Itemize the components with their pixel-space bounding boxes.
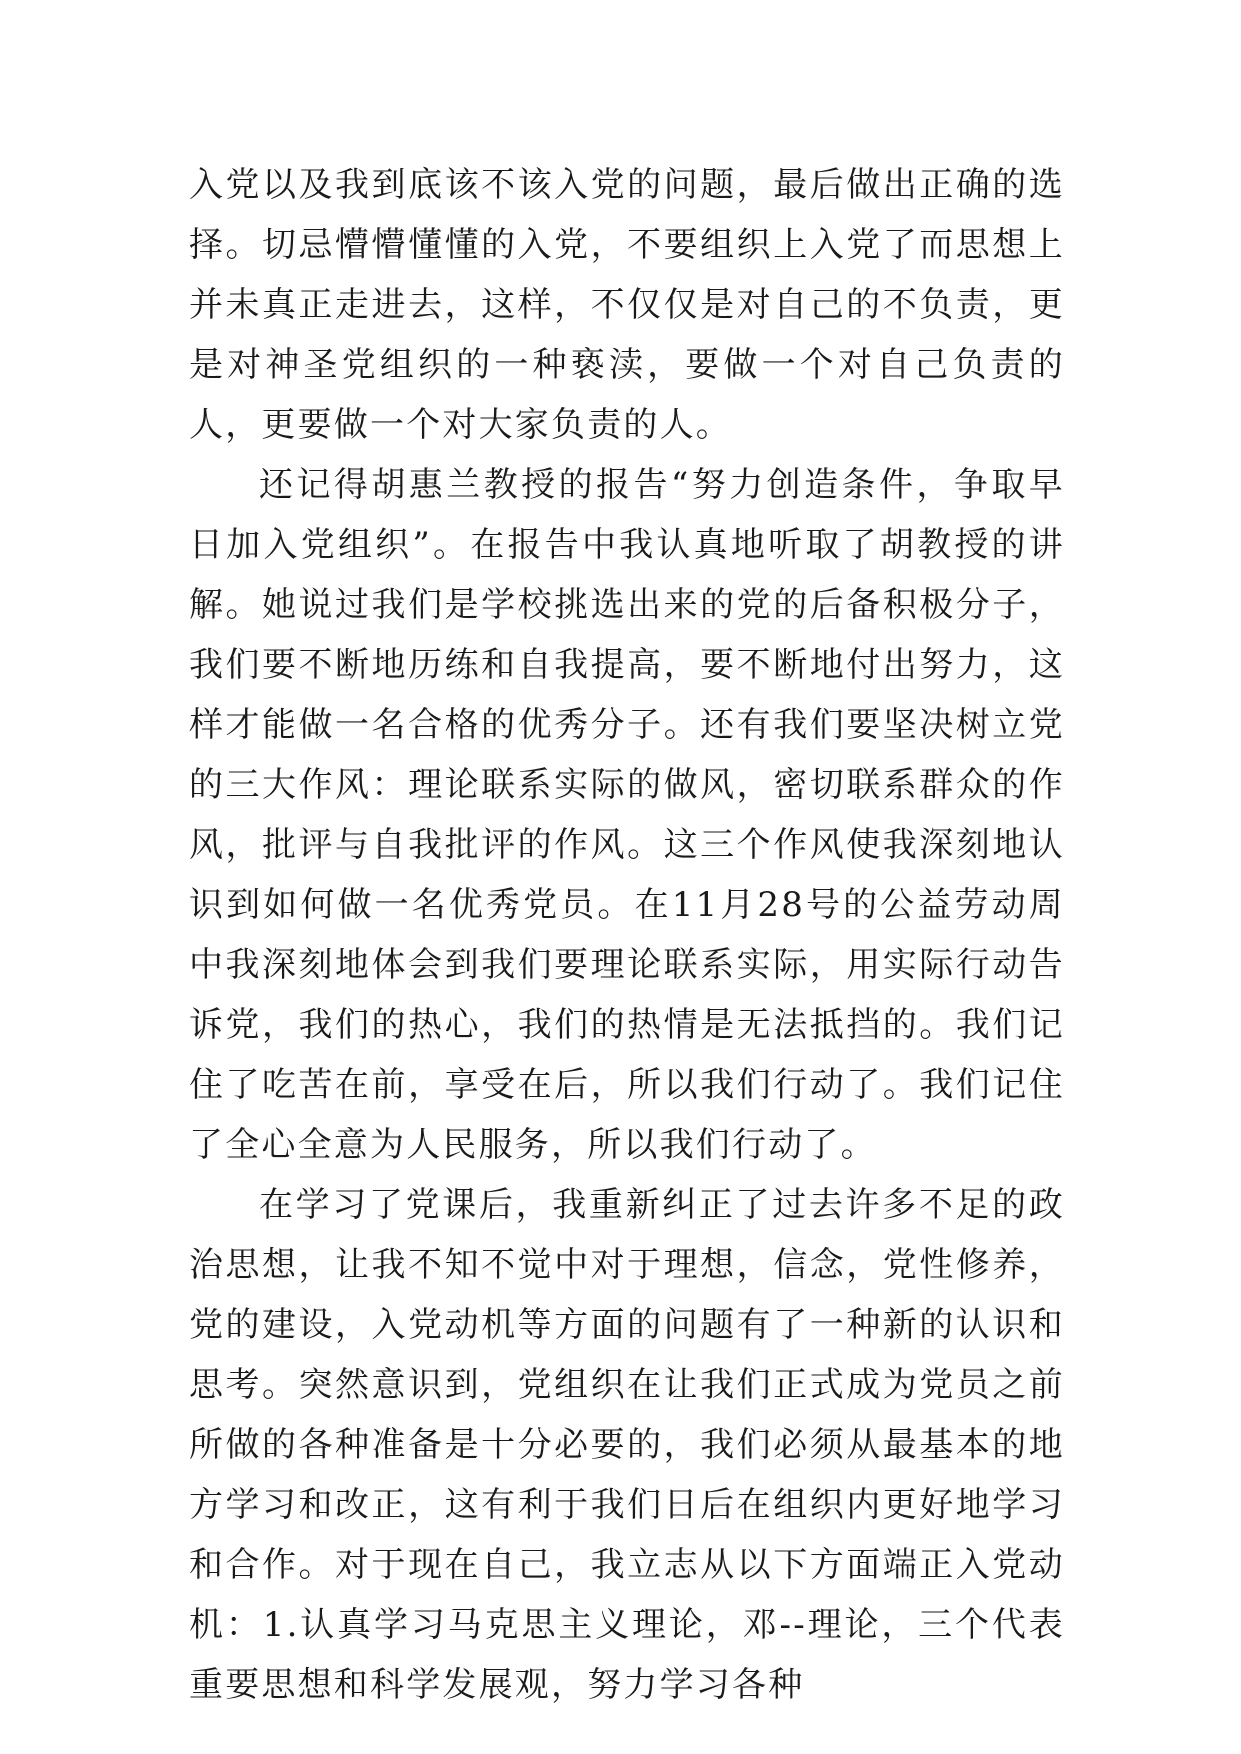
document-body [189,155,1065,1715]
paragraph-1: 入党以及我到底该不该入党的问题，最后做出正确的选择。切忌懵懵懂懂的入党，不要组织上入党了而思想上并未真正走进去，这样，不仅仅是对自己的不负责，更是对神圣党组织的一种亵渎，要做一个对自己负责的人，更要做一个对大家负责的人。 [189,165,1065,445]
paragraph-3: 在学习了党课后，我重新纠正了过去许多不足的政治思想，让我不知不觉中对于理想，信念，党性修养，党的建设，入党动机等方面的问题有了一种新的认识和思考。突然意识到，党组织在让我们正式成为党员之前所做的各种准备是十分必要的，我们必须从最基本的地方学习和改正，这有利于我们日后在组织内更好地学习和合作。对于现在自己，我立志从以下方面端正入党动机：1.认真学习马克思主义理论，邓--理论，三个代表重要思想和科学发展观，努力学习各种 [189,1185,1065,1705]
paragraph-2: 还记得胡惠兰教授的报告“努力创造条件，争取早日加入党组织”。在报告中我认真地听取了胡教授的讲解。她说过我们是学校挑选出来的党的后备积极分子，我们要不断地历练和自我提高，要不断地付出努力，这样才能做一名合格的优秀分子。还有我们要坚决树立党的三大作风：理论联系实际的做风，密切联系群众的作风，批评与自我批评的作风。这三个作风使我深刻地认识到如何做一名优秀党员。在11月28号的公益劳动周中我深刻地体会到我们要理论联系实际，用实际行动告诉党，我们的热心，我们的热情是无法抵挡的。我们记住了吃苦在前，享受在后，所以我们行动了。我们记住了全心全意为人民服务，所以我们行动了。 [189,465,1065,1165]
